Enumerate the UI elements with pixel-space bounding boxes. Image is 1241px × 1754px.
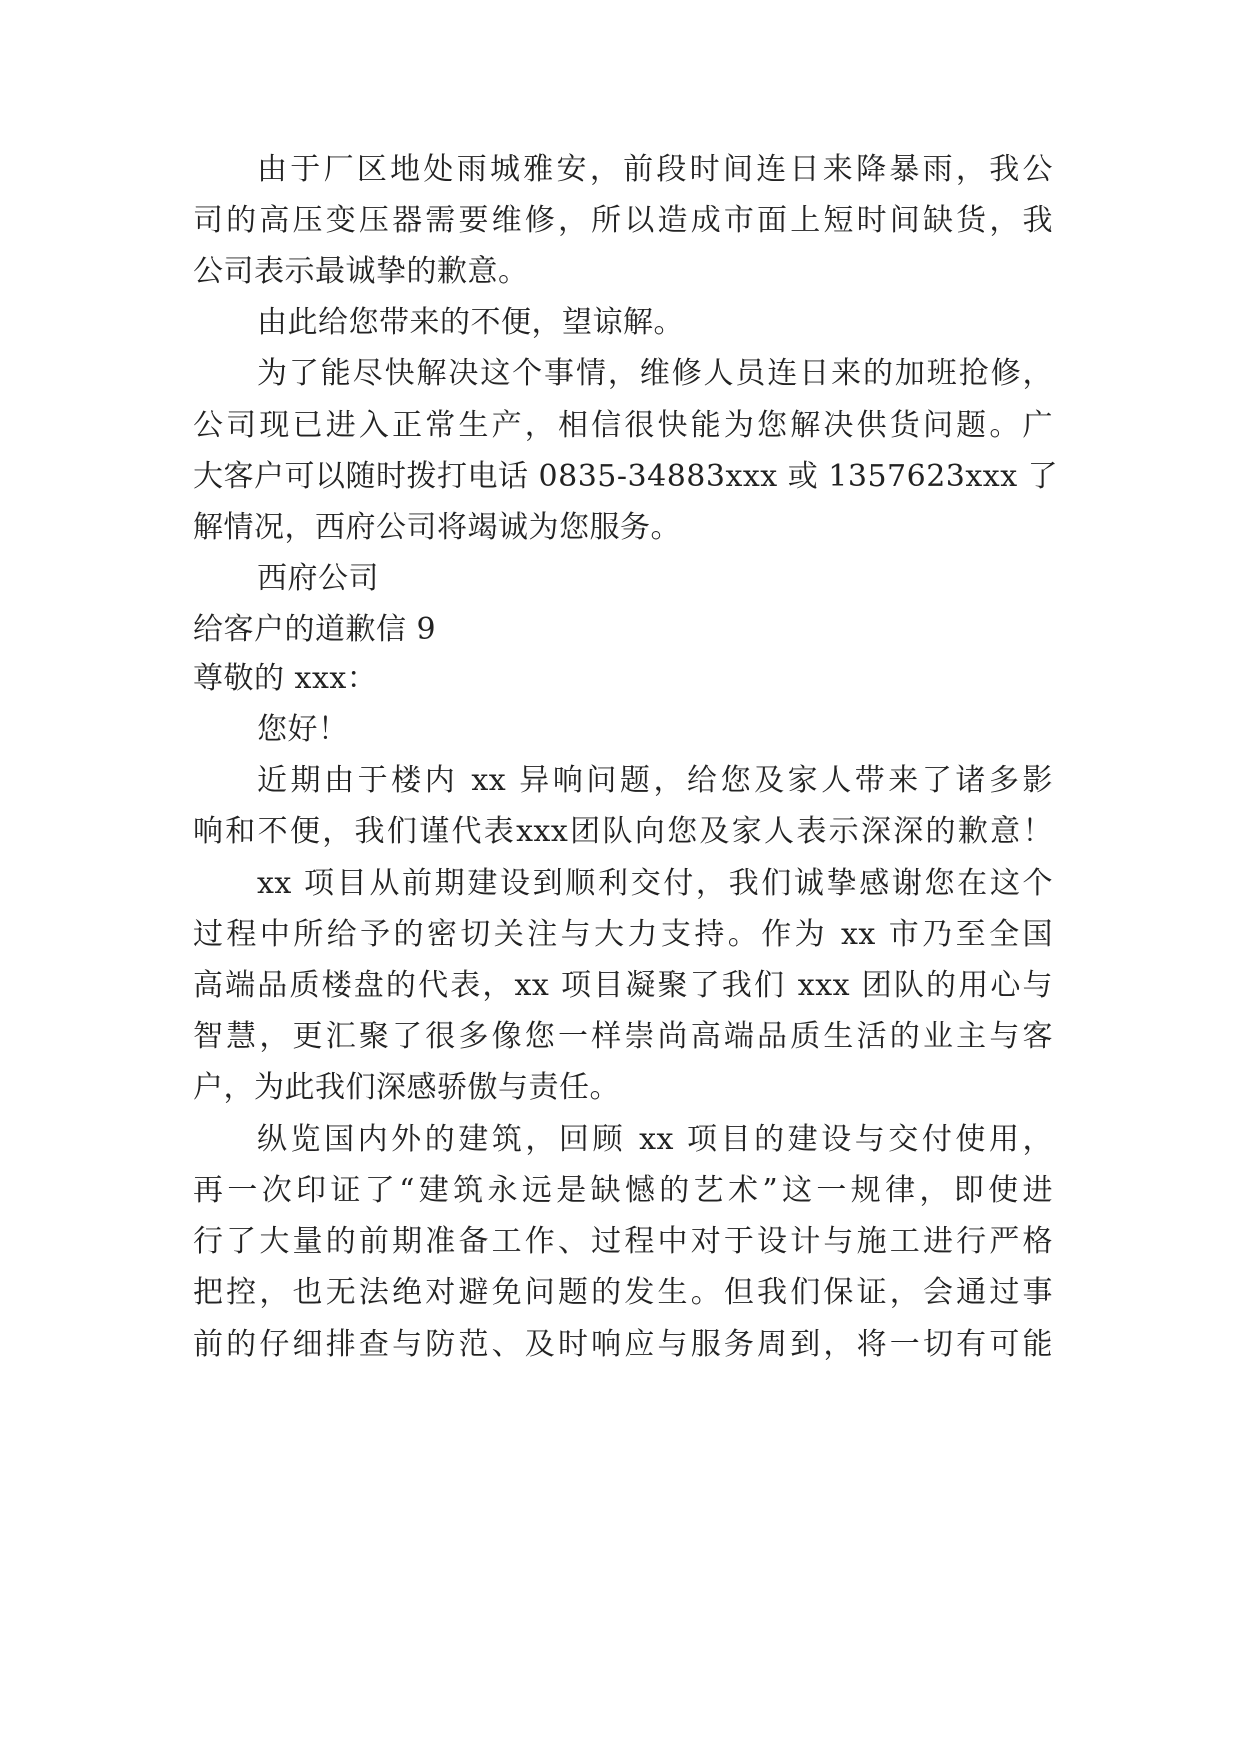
paragraph-line: 由于厂区地处雨城雅安，前段时间连日来降暴雨，我公 <box>257 152 1053 187</box>
paragraph-line: 行了大量的前期准备工作、过程中对于设计与施工进行严格 <box>193 1224 1053 1259</box>
paragraph-line: 由此给您带来的不便，望谅解。 <box>257 305 684 340</box>
paragraph-line: 公司表示最诚挚的歉意。 <box>193 254 529 289</box>
paragraph-line: 户，为此我们深感骄傲与责任。 <box>193 1070 620 1105</box>
paragraph-line: 近期由于楼内 xx 异响问题，给您及家人带来了诸多影 <box>257 763 1053 798</box>
paragraph-line: 智慧，更汇聚了很多像您一样崇尚高端品质生活的业主与客 <box>193 1019 1053 1054</box>
paragraph-line: 公司现已进入正常生产，相信很快能为您解决供货问题。广 <box>193 408 1053 443</box>
paragraph-line: 把控，也无法绝对避免问题的发生。但我们保证，会通过事 <box>193 1275 1053 1310</box>
paragraph-line: 高端品质楼盘的代表，xx 项目凝聚了我们 xxx 团队的用心与 <box>193 968 1053 1003</box>
paragraph-line: 大客户可以随时拨打电话 0835-34883xxx 或 1357623xxx 了 <box>193 459 1059 494</box>
salutation: 尊敬的 xxx： <box>193 661 378 696</box>
paragraph-line: 司的高压变压器需要维修，所以造成市面上短时间缺货，我 <box>193 203 1053 238</box>
paragraph-line: xx 项目从前期建设到顺利交付，我们诚挚感谢您在这个 <box>257 866 1053 901</box>
paragraph-line: 纵览国内外的建筑，回顾 xx 项目的建设与交付使用， <box>257 1122 1053 1157</box>
paragraph-line: 响和不便，我们谨代表xxx团队向您及家人表示深深的歉意！ <box>193 814 1053 849</box>
letter-title: 给客户的道歉信 9 <box>193 612 437 647</box>
paragraph-line: 前的仔细排查与防范、及时响应与服务周到，将一切有可能 <box>193 1327 1053 1362</box>
paragraph-line: 为了能尽快解决这个事情，维修人员连日来的加班抢修， <box>257 356 1053 391</box>
greeting: 您好！ <box>257 712 349 747</box>
paragraph-line: 解情况，西府公司将竭诚为您服务。 <box>193 510 681 545</box>
signature-line: 西府公司 <box>257 561 379 596</box>
paragraph-line: 再一次印证了“建筑永远是缺憾的艺术”这一规律，即使进 <box>193 1173 1053 1208</box>
paragraph-line: 过程中所给予的密切关注与大力支持。作为 xx 市乃至全国 <box>193 917 1053 952</box>
